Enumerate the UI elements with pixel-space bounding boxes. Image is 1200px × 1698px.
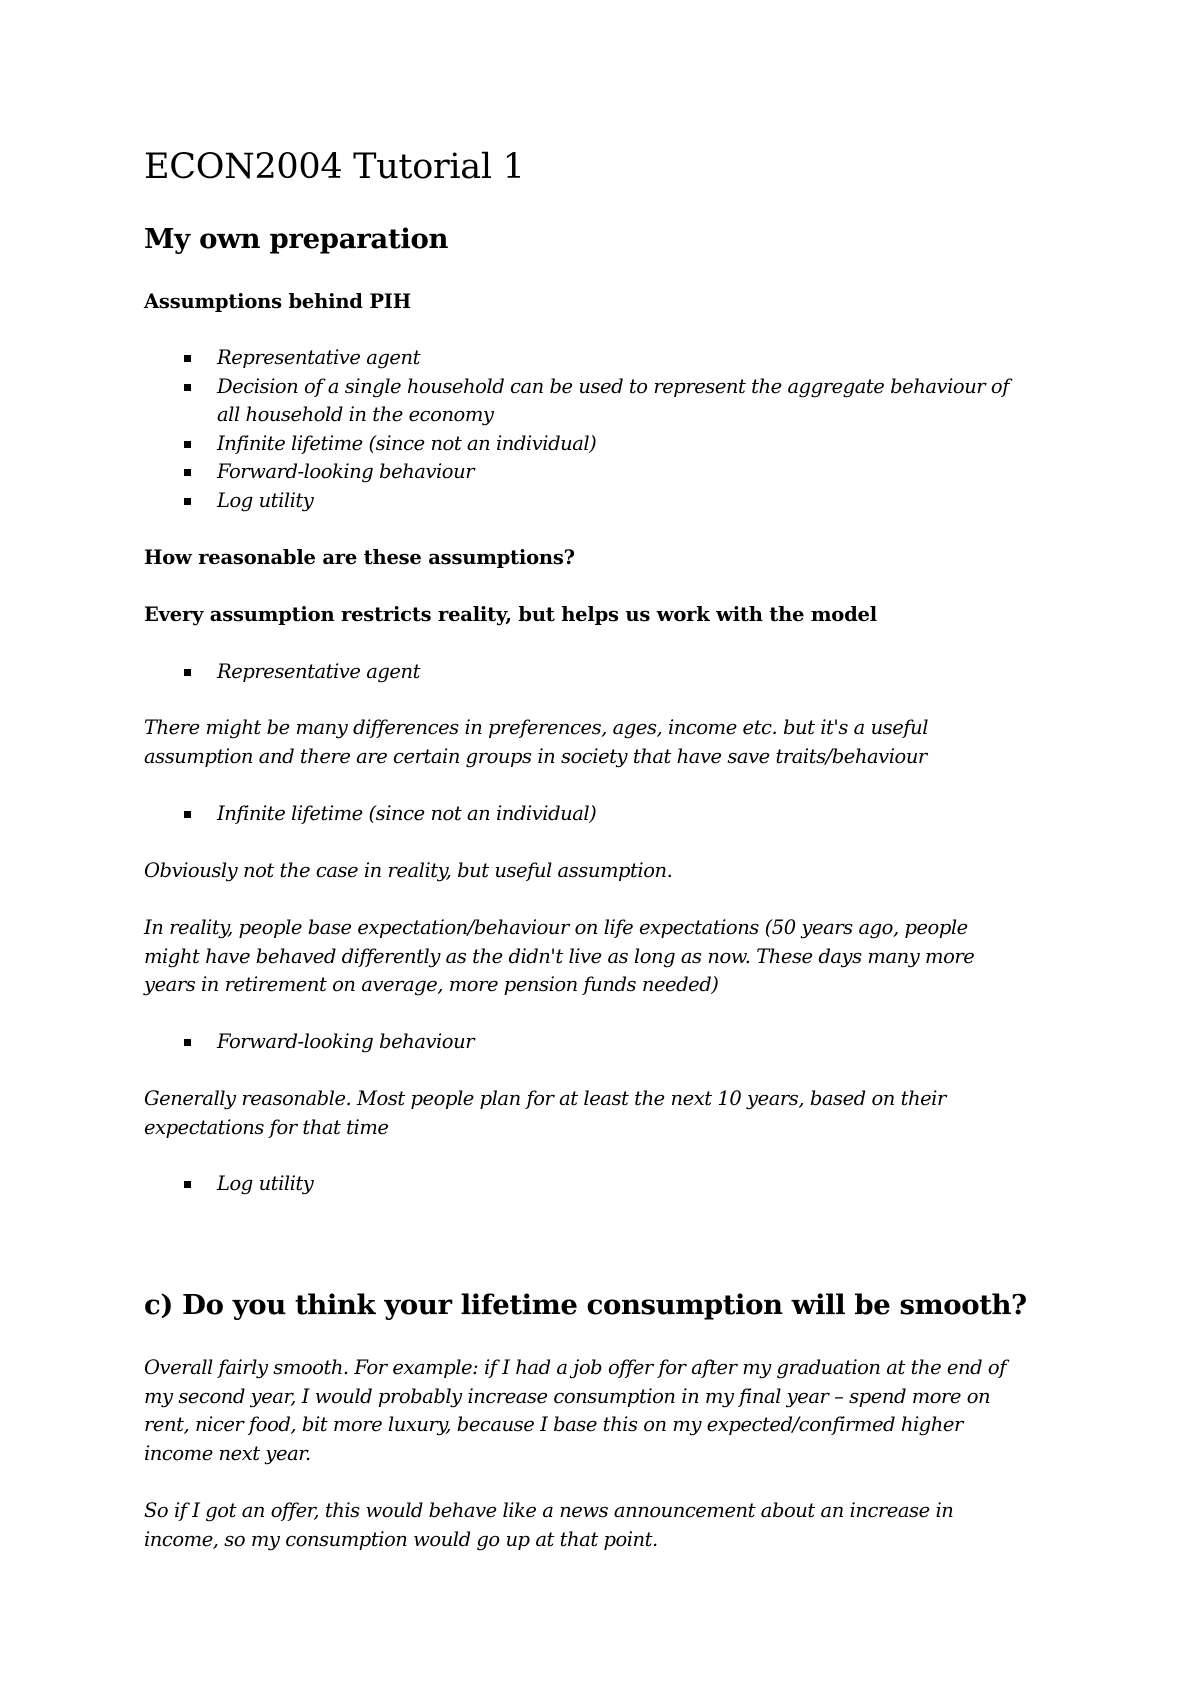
lifetime-bullet [144, 800, 1074, 829]
list-item: Forward-looking behaviour [144, 1028, 1074, 1057]
forward-paragraph: Generally reasonable. Most people plan for at least the next 10 years, based on their expectations for that time [144, 1087, 946, 1139]
list-item: Infinite lifetime (since not an individual) [144, 800, 1074, 829]
section-heading-preparation: My own preparation [144, 223, 449, 255]
lifetime-paragraph: Obviously not the case in reality, but useful assumption. [144, 859, 673, 882]
list-item: Infinite lifetime (since not an individual) [144, 430, 1074, 459]
assumptions-list [144, 344, 1074, 515]
list-item: Forward-looking behaviour [144, 458, 1074, 487]
bullet-square-icon [184, 469, 191, 476]
assumptions-heading: Assumptions behind PIH [144, 290, 411, 313]
list-item: Log utility [144, 1170, 1074, 1199]
bullet-square-icon [184, 498, 191, 505]
agent-paragraph: There might be many differences in preferences, ages, income etc. but it's a useful assumption and there are certain groups in society that have save traits/behaviour [144, 716, 928, 768]
bullet-square-icon [184, 1181, 191, 1188]
bullet-square-icon [184, 669, 191, 676]
restriction-heading: Every assumption restricts reality, but helps us work with the model [144, 603, 877, 626]
reality-paragraph: In reality, people base expectation/behaviour on life expectations (50 years ago, people might have behaved differently as the didn't live as long as now. These days many more years in retirement on average, more pension funds needed) [144, 916, 975, 996]
bullet-square-icon [184, 384, 191, 391]
bullet-square-icon [184, 811, 191, 818]
page-title: ECON2004 Tutorial 1 [144, 147, 525, 187]
forward-bullet [144, 1028, 1074, 1057]
list-item: Representative agent [144, 344, 1074, 373]
list-item: Representative agent [144, 658, 1074, 687]
list-item: Log utility [144, 487, 1074, 516]
bullet-square-icon [184, 441, 191, 448]
agent-bullet [144, 658, 1074, 687]
section-c-paragraph-1: Overall fairly smooth. For example: if I had a job offer for after my graduation at the end of my second year, I would probably increase consumption in my final year – spend more on rent, nicer food, bit more luxury, because I base this on my expected/confirmed higher income next year. [144, 1356, 1006, 1465]
bullet-square-icon [184, 1039, 191, 1046]
bullet-square-icon [184, 355, 191, 362]
section-c-paragraph-2: So if I got an offer, this would behave like a news announcement about an increase in income, so my consumption would go up at that point. [144, 1499, 954, 1551]
list-item: Decision of a single household can be used to represent the aggregate behaviour of all household in the economy [144, 373, 1074, 430]
section-c-heading: c) Do you think your lifetime consumption will be smooth? [144, 1289, 1027, 1321]
log-bullet [144, 1170, 1074, 1199]
question-heading: How reasonable are these assumptions? [144, 546, 575, 569]
